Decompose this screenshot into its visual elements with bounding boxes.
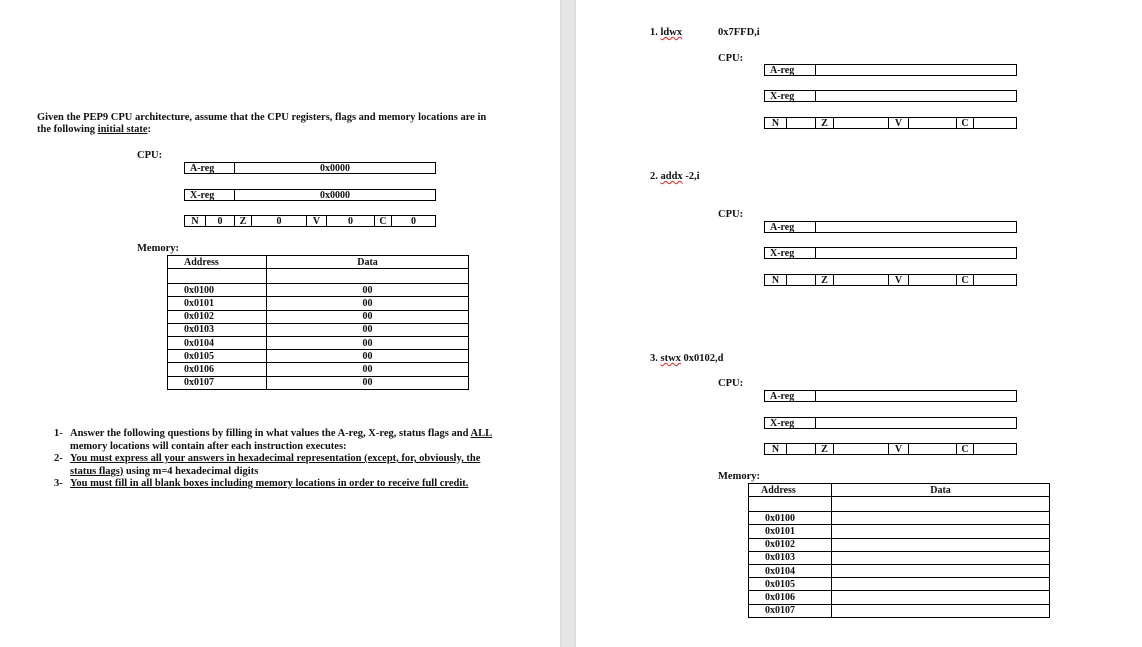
q1-number: 1. [650,27,658,38]
q3-memory-label: Memory: [718,471,760,482]
address-cell: 0x0106 [168,363,267,376]
data-blank-cell[interactable] [832,591,1050,604]
q3-mnemonic: stwx [660,353,681,364]
address-cell: 0x0104 [749,564,832,577]
address-cell: 0x0100 [749,512,832,525]
intro-line-1: Given the PEP9 CPU architecture, assume that the CPU registers, flags and memory locations are in [37,112,487,123]
blank-cell [267,269,469,284]
q3-flags-box[interactable] [764,443,1017,455]
blank-cell [749,497,832,512]
table-row [168,376,469,389]
data-cell: 00 [267,323,469,336]
instruction-number: 2- [54,453,63,464]
address-cell: 0x0105 [168,350,267,363]
a-reg-value: 0x0000 [320,163,350,174]
table-header-row [168,256,469,269]
q3-x-reg-label: X-reg [765,418,816,428]
flag-z-label: Z [235,216,252,226]
q1-flag-z-blank[interactable] [834,118,889,128]
table-row [168,363,469,376]
memory-table [167,255,469,390]
q3-x-reg-blank[interactable] [816,418,1016,428]
q3-flag-v-blank[interactable] [909,444,957,454]
flag-z-value: 0 [252,216,307,226]
table-row [749,512,1050,525]
a-reg-label: A-reg [185,163,235,173]
data-cell: 00 [267,336,469,349]
table-row [749,564,1050,577]
q1-operand: 0x7FFD,i [718,27,760,38]
table-row [168,284,469,297]
instruction-2 [54,453,534,478]
intro-prefix: the following [37,124,96,135]
q2-x-reg-label: X-reg [765,248,816,258]
q1-a-reg-label: A-reg [765,65,816,75]
instruction-line: You must express all your answers in hexadecimal representation (except, for, obviously, the [70,453,481,464]
data-blank-cell[interactable] [832,512,1050,525]
q1-x-reg-label: X-reg [765,91,816,101]
data-blank-cell[interactable] [832,538,1050,551]
instruction-number: 3- [54,478,63,489]
q3-number: 3. [650,353,658,364]
table-row [749,578,1050,591]
table-row [749,551,1050,564]
q1-flags-box[interactable] [764,117,1017,129]
data-header: Data [832,484,1050,497]
instructions-list [54,428,534,491]
flag-v-label: V [307,216,327,226]
table-row [168,323,469,336]
q3-memory-table [748,483,1050,618]
instruction-line: You must fill in all blank boxes including memory locations in order to receive full credit. [70,478,469,489]
data-header: Data [267,256,469,269]
instruction-emphasis: status flags) [70,465,124,477]
q1-x-reg-box[interactable] [764,90,1017,102]
instruction-text: using m=4 hexadecimal digits [123,465,259,477]
data-blank-cell[interactable] [832,551,1050,564]
q2-x-reg-box[interactable] [764,247,1017,259]
q1-flag-c-blank[interactable] [974,118,1016,128]
address-header: Address [749,484,832,497]
table-row-blank [749,497,1050,512]
address-cell: 0x0104 [168,336,267,349]
address-cell: 0x0103 [168,323,267,336]
intro-line-2 [37,124,151,135]
address-cell: 0x0102 [168,310,267,323]
address-cell: 0x0102 [749,538,832,551]
data-blank-cell[interactable] [832,604,1050,617]
q2-a-reg-blank[interactable] [816,222,1016,232]
q3-a-reg-box[interactable] [764,390,1017,402]
q1-flag-n-blank[interactable] [787,118,816,128]
memory-label: Memory: [137,243,179,254]
q2-flag-n-blank[interactable] [787,275,816,285]
address-header: Address [168,256,267,269]
q2-number: 2. [650,171,658,182]
q2-flag-z: Z [816,275,834,285]
q2-a-reg-box[interactable] [764,221,1017,233]
q2-flag-c-blank[interactable] [974,275,1016,285]
data-cell: 00 [267,363,469,376]
data-cell: 00 [267,376,469,389]
address-cell: 0x0107 [749,604,832,617]
blank-cell [168,269,267,284]
q1-a-reg-box[interactable] [764,64,1017,76]
address-cell: 0x0103 [749,551,832,564]
flag-v-value: 0 [327,216,375,226]
q3-cpu-label: CPU: [718,378,744,389]
q3-flag-v: V [889,444,909,454]
instruction-number: 1- [54,428,63,439]
q3-flag-z: Z [816,444,834,454]
address-cell: 0x0107 [168,376,267,389]
cpu-label: CPU: [137,150,163,161]
instruction-3 [54,478,534,491]
data-cell: 00 [267,310,469,323]
table-row [168,297,469,310]
right-page [576,0,1142,647]
q3-flag-n-blank[interactable] [787,444,816,454]
q3-a-reg-blank[interactable] [816,391,1016,401]
instruction-1 [54,428,534,453]
q1-a-reg-blank[interactable] [816,65,1016,75]
q2-operand: -2,i [685,171,700,182]
q2-cpu-label: CPU: [718,209,744,220]
q3-a-reg-label: A-reg [765,391,816,401]
flags-box [184,215,436,227]
q2-a-reg-label: A-reg [765,222,816,232]
data-cell: 00 [267,284,469,297]
q1-flag-v-blank[interactable] [909,118,957,128]
q1-x-reg-blank[interactable] [816,91,1016,101]
instruction-emphasis: ALL [470,428,493,439]
a-reg-box [184,162,436,174]
table-header-row [749,484,1050,497]
q2-mnemonic: addx [660,171,683,182]
data-blank-cell[interactable] [832,564,1050,577]
data-blank-cell[interactable] [832,525,1050,538]
table-row [749,604,1050,617]
table-row [749,538,1050,551]
instruction-line [70,466,534,479]
flag-c-value: 0 [411,216,416,227]
q1-flag-n: N [765,118,787,128]
q2-flag-v: V [889,275,909,285]
data-blank-cell[interactable] [832,578,1050,591]
q1-flag-v: V [889,118,909,128]
blank-cell[interactable] [832,497,1050,512]
x-reg-box [184,189,436,201]
flag-n-value: 0 [206,216,235,226]
table-row [168,350,469,363]
q2-flag-c: C [957,275,974,285]
q2-heading [650,171,700,182]
table-row-blank [168,269,469,284]
q3-flag-c: C [957,444,974,454]
q1-flag-c: C [957,118,974,128]
instruction-text: Answer the following questions by filling in what values the A-reg, X-reg, status flags and [70,428,471,439]
instruction-line: memory locations will contain after each instruction executes: [70,440,347,452]
q3-heading [650,353,724,364]
intro-initial-state: initial state [97,124,148,135]
table-row [749,591,1050,604]
x-reg-value: 0x0000 [320,190,350,201]
address-cell: 0x0101 [749,525,832,538]
q3-x-reg-box[interactable] [764,417,1017,429]
data-cell: 00 [267,297,469,310]
flag-n-label: N [185,216,206,226]
instruction-line [70,428,534,441]
intro-suffix: : [147,124,152,135]
q1-cpu-label: CPU: [718,53,744,64]
q2-flags-box[interactable] [764,274,1017,286]
q2-flag-z-blank[interactable] [834,275,889,285]
address-cell: 0x0106 [749,591,832,604]
left-page [0,0,560,647]
q2-x-reg-blank[interactable] [816,248,1016,258]
q2-flag-v-blank[interactable] [909,275,957,285]
flag-c-label: C [375,216,392,226]
table-row [168,310,469,323]
q3-flag-n: N [765,444,787,454]
q3-operand: 0x0102,d [683,353,724,364]
address-cell: 0x0105 [749,578,832,591]
q3-flag-c-blank[interactable] [974,444,1016,454]
q1-flag-z: Z [816,118,834,128]
table-row [749,525,1050,538]
q1-mnemonic: ldwx [660,27,683,38]
address-cell: 0x0100 [168,284,267,297]
q3-flag-z-blank[interactable] [834,444,889,454]
data-cell: 00 [267,350,469,363]
table-row [168,336,469,349]
q1-heading [650,27,682,38]
x-reg-label: X-reg [185,190,235,200]
q2-flag-n: N [765,275,787,285]
address-cell: 0x0101 [168,297,267,310]
